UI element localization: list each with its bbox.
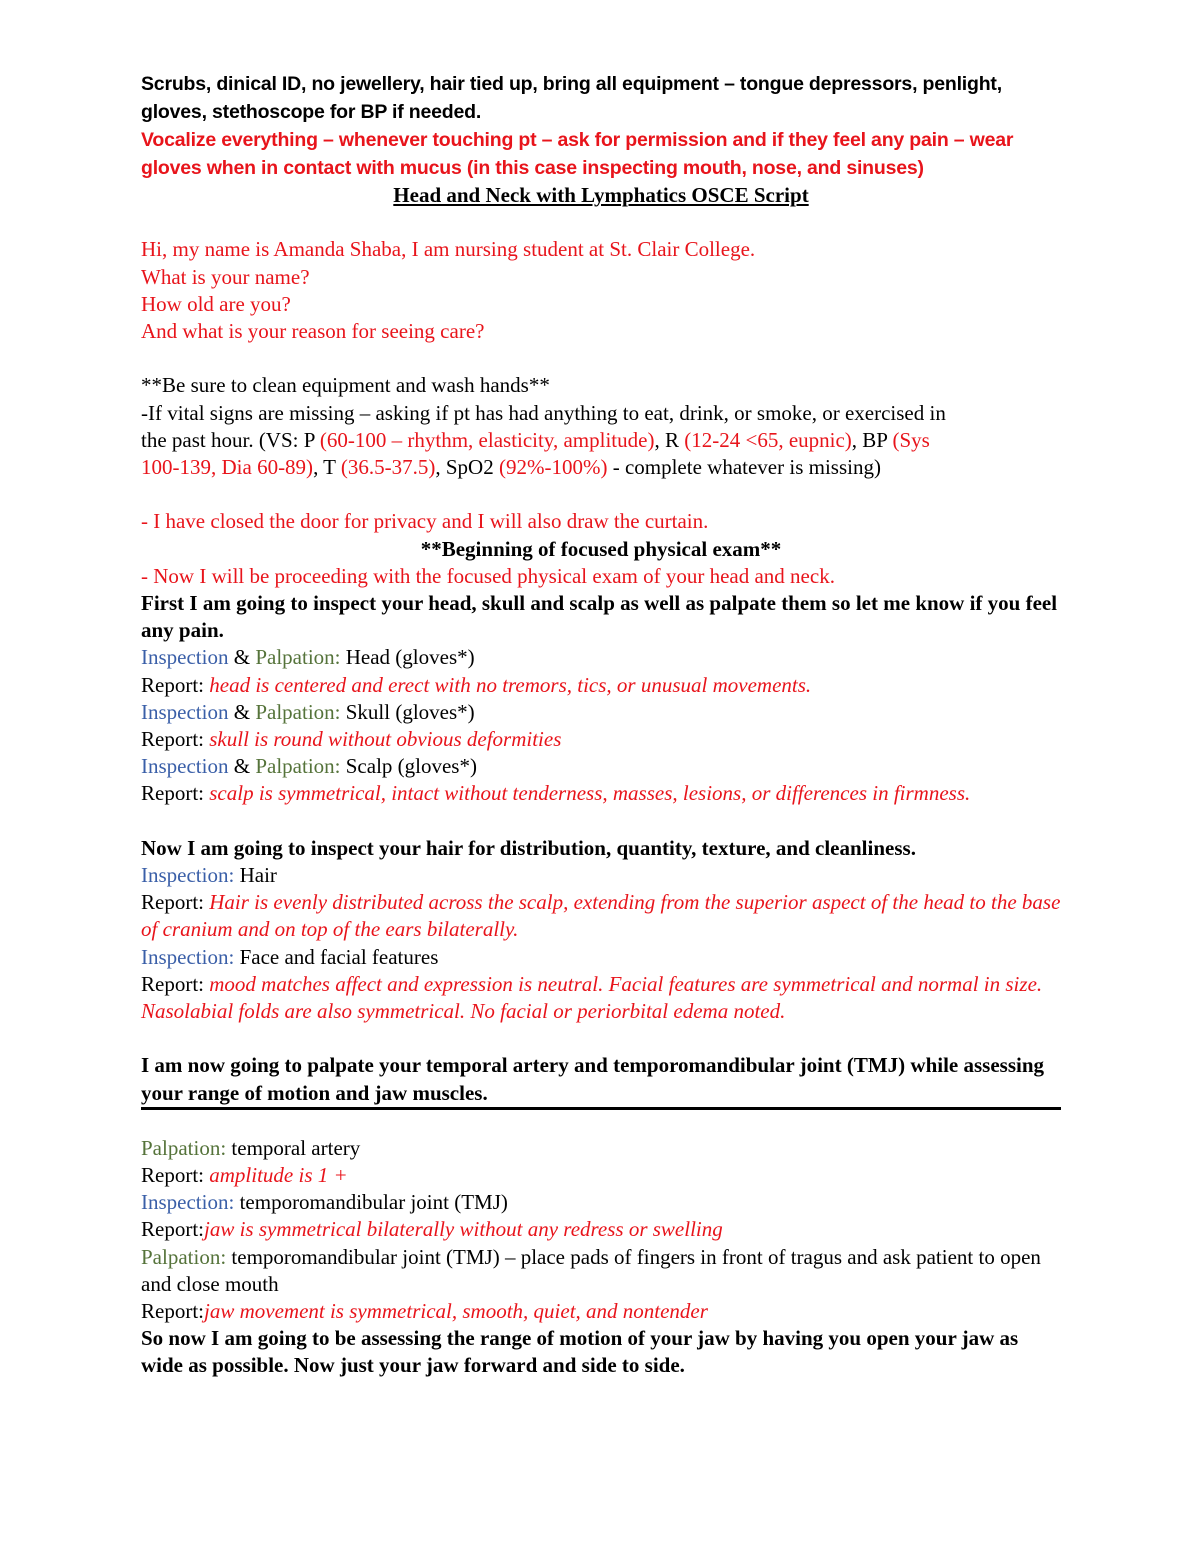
scalp-report <box>141 780 1061 807</box>
resp-range: (12-24 <65, eupnic) <box>684 427 852 452</box>
face-report <box>141 971 1061 1025</box>
vitals-text: the past hour. (VS: P <box>141 427 320 452</box>
item-text: temporomandibular joint (TMJ) <box>239 1190 508 1215</box>
item-text: Head (gloves*) <box>345 645 475 670</box>
temp-range: (36.5-37.5) <box>340 455 436 479</box>
proceed-line: - Now I will be proceeding with the focused physical exam of your head and neck. <box>141 563 835 588</box>
tmj-inspection-item <box>141 1189 1061 1216</box>
spo2-range: (92%-100%) <box>498 455 608 479</box>
amp-sep: & <box>228 699 256 724</box>
report-label: Report: <box>141 890 204 915</box>
document-body <box>141 70 1061 1380</box>
amp-sep: & <box>228 645 256 670</box>
question-reason: And what is your reason for seeing care? <box>141 319 485 343</box>
vitals-text: - complete whatever is missing) <box>607 455 881 479</box>
report-text: scalp is symmetrical, intact without tenderness, masses, lesions, or differences in firmness. <box>209 781 971 806</box>
bp-range-start: (Sys <box>892 427 930 452</box>
colon-sep: : <box>228 944 240 969</box>
item-text: Skull (gloves*) <box>345 699 475 724</box>
inspection-label: Inspection <box>141 1190 229 1215</box>
greeting-line: Hi, my name is Amanda Shaba, I am nursing student at St. Clair College. <box>141 237 756 262</box>
tmj-section-intro: I am now going to palpate your temporal artery and temporomandibular joint (TMJ) while assessing your range of motion and jaw muscles. <box>141 1053 1045 1105</box>
bp-range-end: 100-139, Dia 60-89) <box>141 455 314 479</box>
vitals-line-2 <box>141 427 1061 454</box>
report-text: mood matches affect and expression is neutral. Facial features are symmetrical and normal in size. Nasolabial folds are also symmetrical. No facial or periorbital edema noted. <box>141 971 1043 1024</box>
tmj-palpation-report <box>141 1298 1061 1325</box>
artery-palpation-item <box>141 1135 1061 1162</box>
head-report <box>141 672 1061 699</box>
scalp-inspection-item <box>141 753 1061 780</box>
report-text: jaw movement is symmetrical, smooth, quiet, and nontender <box>204 1299 708 1324</box>
report-label: Report: <box>141 672 204 697</box>
item-text: temporomandibular joint (TMJ) – place pads of fingers in front of tragus and ask patient to open and close mouth <box>141 1244 1041 1296</box>
colon-sep: : <box>220 1135 232 1160</box>
report-text: jaw is symmetrical bilaterally without any redress or swelling <box>204 1217 723 1242</box>
vitals-line-1: -If vital signs are missing – asking if pt has had anything to eat, drink, or smoke, or exercised in <box>141 400 946 425</box>
face-inspection-item <box>141 944 1061 971</box>
report-text: head is centered and erect with no tremors, tics, or unusual movements. <box>209 672 812 697</box>
report-text: skull is round without obvious deformities <box>209 727 562 752</box>
inspection-label: Inspection <box>141 699 229 724</box>
hair-section-intro: Now I am going to inspect your hair for distribution, quantity, texture, and cleanliness. <box>141 835 916 860</box>
tmj-inspection-report <box>141 1216 1061 1243</box>
equipment-note: Scrubs, dinical ID, no jewellery, hair tied up, bring all equipment – tongue depressors, penlight, gloves, stethoscope for BP if needed. <box>141 73 1002 123</box>
palpation-label: Palpation <box>255 699 335 724</box>
hair-report <box>141 889 1061 943</box>
item-text: temporal artery <box>231 1135 361 1160</box>
report-label: Report: <box>141 1299 204 1324</box>
colon-sep: : <box>334 754 346 779</box>
report-text: Hair is evenly distributed across the scalp, extending from the superior aspect of the head to the base of cranium and on top of the ears bilaterally. <box>141 890 1061 942</box>
skull-report <box>141 726 1061 753</box>
inspection-label: Inspection <box>141 863 229 888</box>
question-name: What is your name? <box>141 264 310 289</box>
skull-inspection-item <box>141 699 1061 726</box>
item-text: Scalp (gloves*) <box>345 754 477 779</box>
pulse-range: (60-100 – rhythm, elasticity, amplitude) <box>319 427 655 452</box>
head-inspection-item <box>141 644 1061 671</box>
amp-sep: & <box>228 754 256 779</box>
tmj-palpation-item <box>141 1244 1061 1298</box>
item-text: Face and facial features <box>239 944 439 969</box>
colon-sep: : <box>334 699 346 724</box>
inspection-label: Inspection <box>141 944 229 969</box>
document-title: Head and Neck with Lymphatics OSCE Script <box>393 183 809 207</box>
vitals-text: , T <box>313 455 341 479</box>
privacy-line: - I have closed the door for privacy and I will also draw the curtain. <box>141 509 709 534</box>
colon-sep: : <box>220 1244 232 1269</box>
palpation-label: Palpation <box>141 1135 221 1160</box>
palpation-label: Palpation <box>255 645 335 670</box>
vitals-text: , R <box>654 427 685 452</box>
colon-sep: : <box>228 863 240 888</box>
artery-report <box>141 1162 1061 1189</box>
vitals-text: , SpO2 <box>435 455 499 479</box>
report-text: amplitude is 1 + <box>209 1163 348 1188</box>
colon-sep: : <box>334 645 346 670</box>
inspection-label: Inspection <box>141 645 229 670</box>
colon-sep: : <box>228 1190 240 1215</box>
report-label: Report: <box>141 1217 204 1242</box>
exam-heading: **Beginning of focused physical exam** <box>420 536 782 561</box>
report-label: Report: <box>141 971 204 996</box>
head-section-intro: First I am going to inspect your head, skull and scalp as well as palpate them so let me know if you feel any pain. <box>141 591 1058 643</box>
report-label: Report: <box>141 1163 204 1188</box>
rom-instructions: So now I am going to be assessing the range of motion of your jaw by having you open your jaw as wide as possible. Now just your jaw forward and side to side. <box>141 1326 1019 1378</box>
palpation-label: Palpation <box>255 754 335 779</box>
hair-inspection-item <box>141 862 1061 889</box>
item-text: Hair <box>239 863 277 888</box>
palpation-label: Palpation <box>141 1244 221 1269</box>
vocalize-note: Vocalize everything – whenever touching pt – ask for permission and if they feel any pain – wear gloves when in contact with mucus (in this case inspecting mouth, nose, and sinuses) <box>141 129 1014 179</box>
question-age: How old are you? <box>141 291 291 316</box>
clean-equipment-note: **Be sure to clean equipment and wash hands** <box>141 373 550 398</box>
report-label: Report: <box>141 727 204 752</box>
report-label: Report: <box>141 781 204 806</box>
inspection-label: Inspection <box>141 754 229 779</box>
vitals-line-3 <box>141 454 1061 481</box>
section-divider <box>141 1107 1061 1110</box>
vitals-text: , BP <box>851 427 893 452</box>
